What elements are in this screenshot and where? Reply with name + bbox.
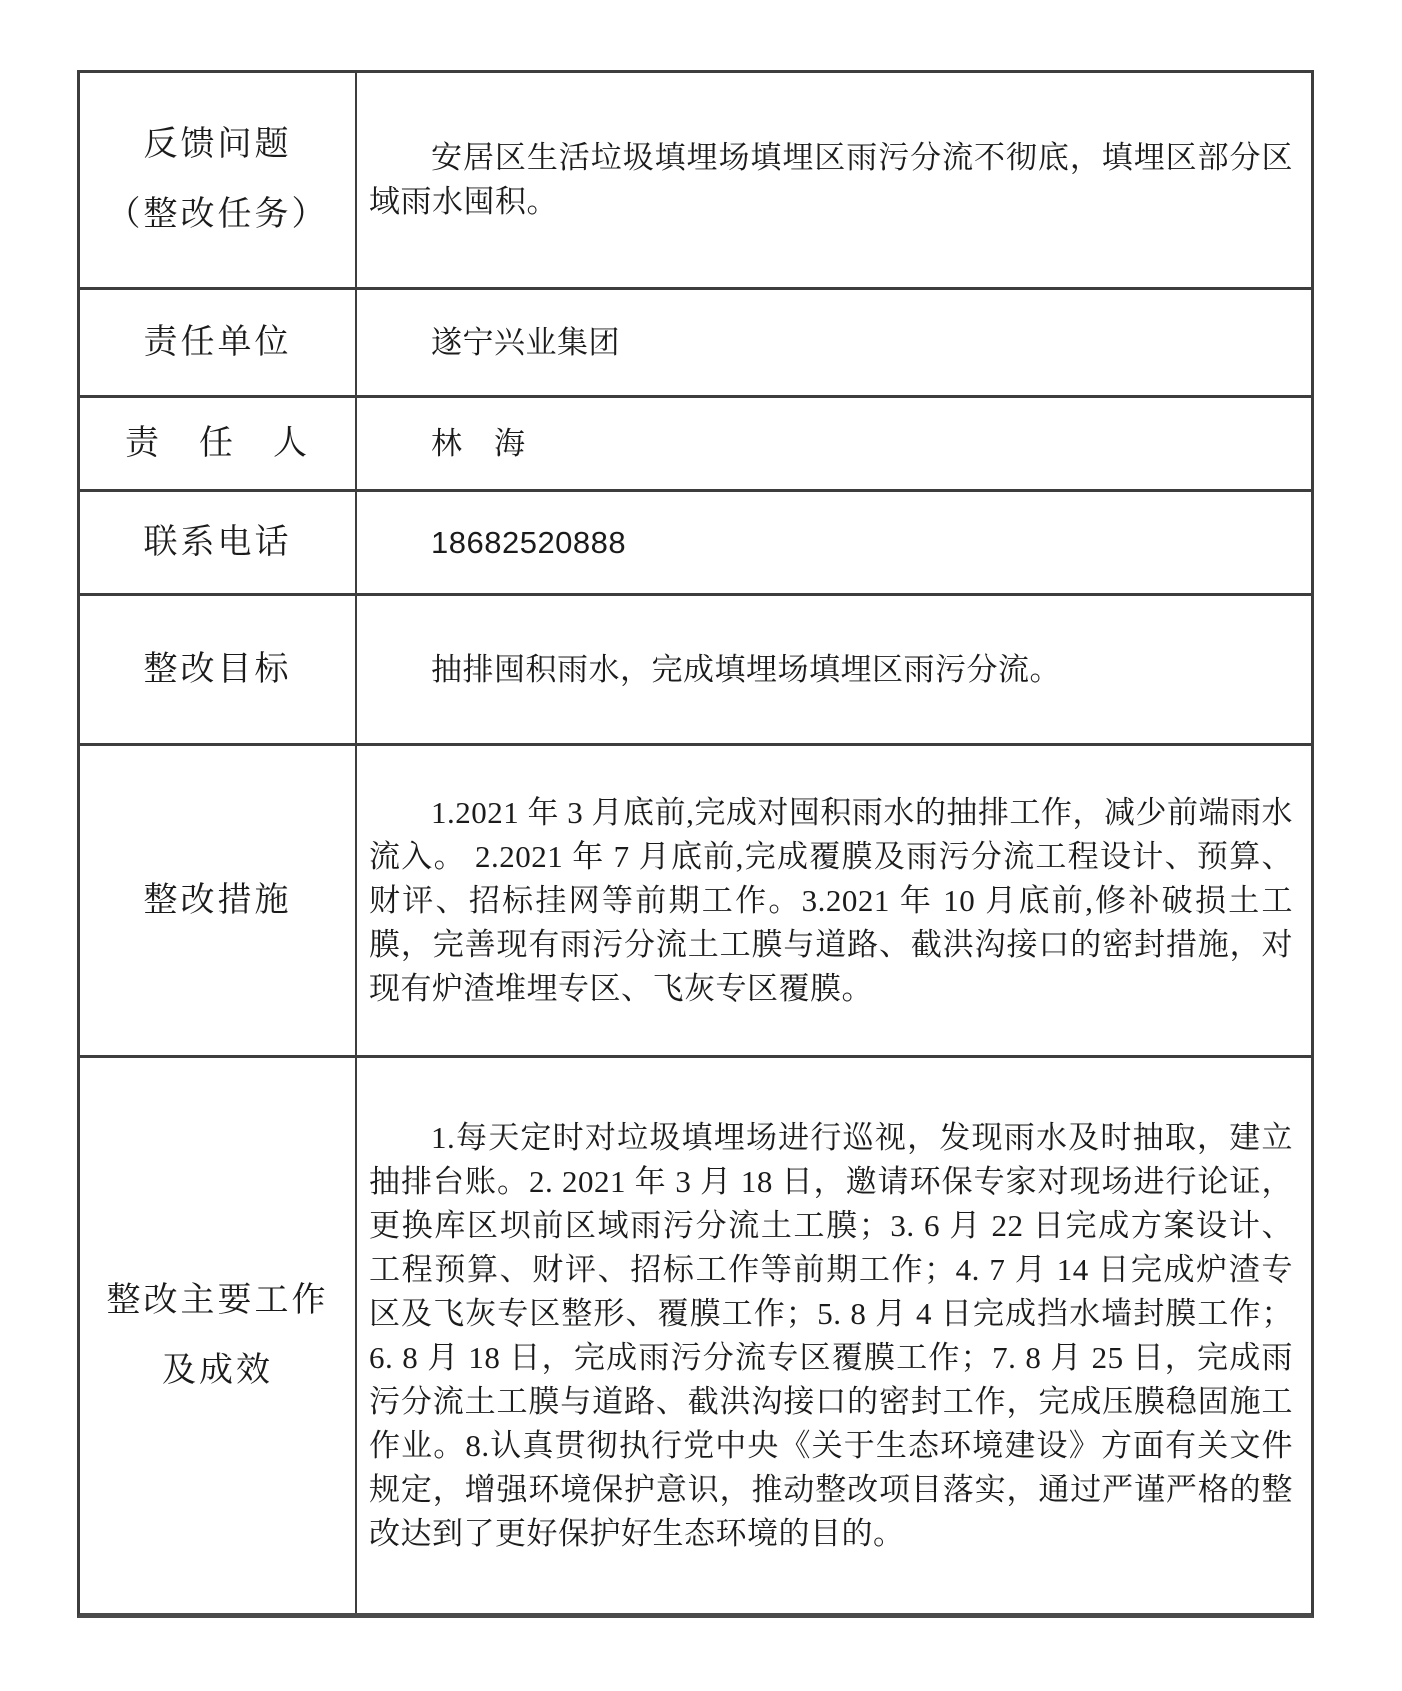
row-label: [80, 492, 357, 593]
label-line: 及成效: [162, 1351, 273, 1389]
responsible-unit-text: 遂宁兴业集团: [431, 324, 620, 360]
row-label: [80, 746, 357, 1055]
row-label: [80, 290, 357, 395]
table-row-rectification-measures: [80, 746, 1311, 1058]
feedback-problem-text: 安居区生活垃圾填埋场填埋区雨污分流不彻底，填埋区部分区域雨水囤积。: [369, 140, 1293, 219]
table-row-main-work-results: [80, 1058, 1311, 1613]
rectification-table: [77, 70, 1314, 1618]
contact-phone-number: 18682520888: [431, 524, 627, 560]
label-line: 责任单位: [143, 323, 292, 361]
rectification-goal-text: 抽排囤积雨水，完成填埋场填埋区雨污分流。: [431, 651, 1061, 687]
row-label: [80, 1058, 357, 1613]
row-label: [80, 73, 357, 287]
row-content-cell: [357, 596, 1311, 743]
row-content-cell: [357, 1058, 1311, 1613]
table-row-contact-phone: [80, 492, 1311, 596]
row-content-cell: [357, 290, 1311, 395]
label-line: （整改任务）: [106, 196, 329, 233]
row-content-cell: [357, 398, 1311, 489]
label-line: 责 任 人: [125, 424, 310, 462]
row-content-cell: [357, 73, 1311, 287]
table-row-feedback-problem: [80, 73, 1311, 290]
row-label: [80, 596, 357, 743]
main-work-results-text: 1.每天定时对垃圾填埋场进行巡视，发现雨水及时抽取，建立抽排台账。2. 2021 年 3 月 18 日，邀请环保专家对现场进行论证，更换库区坝前区域雨污分流土工膜；3. 6 月 22 日完成方案设计、工程预算、财评、招标工作等前期工作；4. 7 月 14 日完成炉渣专区及飞灰专区整形、覆膜工作；5. 8 月 4 日完成挡水墙封膜工作；6. 8 月 18 日，完成雨污分流专区覆膜工作；7. 8 月 25 日，完成雨污分流土工膜与道路、截洪沟接口的密封工作，完成压膜稳固施工作业。8.认真贯彻执行党中央《关于生态环境建设》方面有关文件规定，增强环境保护意识，推动整改项目落实，通过严谨严格的整改达到了更好保护好生态环境的目的。: [369, 1119, 1293, 1551]
label-line: 整改措施: [143, 881, 292, 919]
row-label: [80, 398, 357, 489]
table-row-responsible-unit: [80, 290, 1311, 398]
row-content-cell: [357, 492, 1311, 593]
label-line: 整改目标: [143, 650, 292, 688]
table-row-responsible-person: [80, 398, 1311, 492]
row-content-cell: [357, 746, 1311, 1055]
responsible-person-text: 林 海: [431, 425, 526, 461]
label-line: 整改主要工作: [106, 1281, 329, 1319]
label-line: 反馈问题: [143, 126, 292, 163]
rectification-measures-text: 1.2021 年 3 月底前,完成对囤积雨水的抽排工作，减少前端雨水流入。 2.2021 年 7 月底前,完成覆膜及雨污分流工程设计、预算、财评、招标挂网等前期工作。3.2021 年 10 月底前,修补破损土工膜，完善现有雨污分流土工膜与道路、截洪沟接口的密封措施，对现有炉渣堆埋专区、飞灰专区覆膜。: [369, 794, 1293, 1006]
label-line: 联系电话: [143, 523, 292, 561]
table-row-rectification-goal: [80, 596, 1311, 746]
